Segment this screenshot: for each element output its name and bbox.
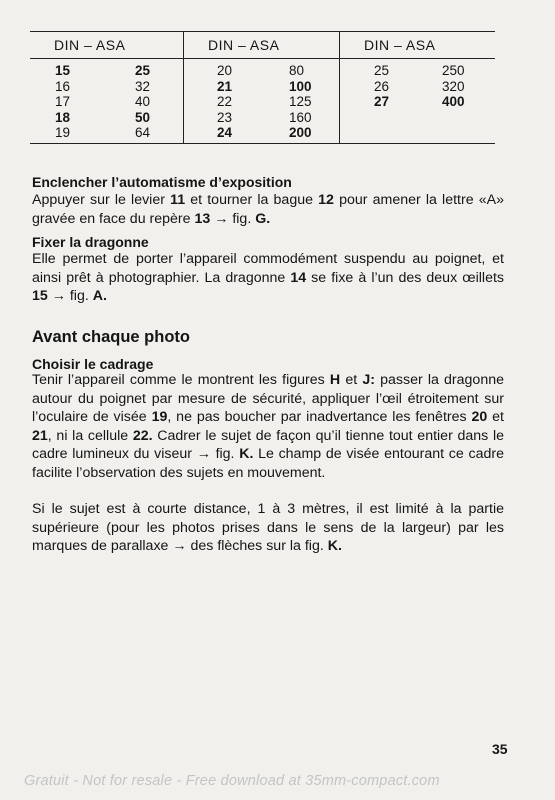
reference-number: 21	[32, 427, 48, 444]
din-value: 15	[55, 63, 71, 78]
text-run: Elle permet de porter l’appareil commodément suspendu au poignet, et ainsi prêt à photographier. La dragonne	[32, 251, 504, 286]
text-run: passer la dragonne autour du poignet par mesure de sécurité, appliquer l’œil étroitement sur l’oculaire de visée	[32, 372, 504, 426]
table-header: DIN – ASA	[30, 32, 183, 59]
text-run: et	[487, 409, 504, 426]
din-value: 19	[55, 125, 71, 141]
section-title-framing: Choisir le cadrage	[32, 356, 154, 372]
asa-value: 50	[135, 109, 151, 125]
asa-value: 200	[289, 125, 312, 141]
reference-number: 14	[290, 269, 307, 286]
reference-number: K.	[327, 538, 342, 555]
asa-value: 320	[442, 78, 465, 94]
table-row	[184, 110, 339, 126]
table-row	[184, 63, 339, 79]
asa-value: 32	[135, 78, 151, 94]
heading-before-each-photo: Avant chaque photo	[32, 328, 190, 346]
text-run: Le champ de visée entourant ce cadre facilite l’observation des sujets en mouvement.	[32, 446, 504, 481]
table-header: DIN – ASA	[184, 32, 339, 59]
reference-number: 19	[151, 409, 168, 426]
asa-value: 80	[289, 63, 305, 78]
asa-value: 400	[442, 94, 465, 110]
paragraph-framing	[32, 371, 504, 483]
text-run: Appuyer sur le levier	[32, 192, 171, 208]
din-value: 26	[374, 78, 390, 94]
text-run: et	[340, 372, 363, 388]
reference-number: 11	[170, 192, 186, 208]
reference-number: H	[329, 372, 341, 388]
reference-number: G.	[255, 210, 271, 227]
section-title-auto-exposure: Enclencher l’automatisme d’exposition	[32, 174, 292, 190]
table-row	[30, 94, 183, 110]
asa-value: 100	[289, 78, 312, 94]
asa-value: 125	[289, 94, 312, 110]
table-row	[30, 110, 183, 126]
text-run: se fixe à l’un des deux œillets	[306, 269, 504, 286]
asa-value: 160	[289, 109, 312, 125]
text-run: → fig.	[47, 288, 93, 305]
reference-number: A.	[92, 288, 107, 305]
din-value: 18	[55, 109, 71, 125]
paragraph-parallax	[32, 500, 504, 556]
din-value: 25	[374, 63, 390, 78]
table-row	[184, 125, 339, 141]
reference-number: 13	[194, 210, 211, 227]
din-value: 22	[217, 94, 233, 110]
paragraph-strap	[32, 250, 504, 306]
text-run: Cadrer le sujet de façon qu’il tienne tout entier dans le cadre lumineux du viseur → fig.	[32, 427, 505, 463]
reference-number: 20	[471, 409, 488, 426]
din-value: 24	[217, 125, 233, 141]
reference-number: K.	[239, 446, 254, 463]
din-value: 27	[374, 94, 390, 110]
text-run: → fig.	[210, 210, 256, 227]
paragraph-auto-exposure	[32, 191, 504, 228]
table-row	[340, 79, 495, 95]
reference-number: 22.	[132, 427, 153, 444]
text-run: , ne pas boucher par inadvertance les fenêtres	[167, 409, 472, 426]
page-number: 35	[492, 741, 508, 757]
table-header: DIN – ASA	[340, 32, 495, 59]
text-run: et tourner la bague	[185, 192, 319, 208]
table-group-2	[183, 32, 339, 143]
text-run: Tenir l’appareil comme le montrent les figures	[32, 372, 330, 388]
reference-number: 12	[318, 192, 334, 208]
din-value: 16	[55, 78, 71, 94]
table-row	[340, 94, 495, 110]
asa-value: 25	[135, 63, 151, 78]
asa-value: 40	[135, 94, 151, 110]
text-run: pour amener la lettre «A» gravée en face du repère	[32, 192, 504, 227]
din-value: 23	[217, 109, 233, 125]
table-row	[184, 94, 339, 110]
text-run: , ni la cellule	[47, 427, 133, 444]
watermark: Gratuit - Not for resale - Free download at 35mm-compact.com	[24, 773, 440, 789]
asa-value: 64	[135, 125, 151, 141]
din-value: 21	[217, 78, 233, 94]
asa-value: 250	[442, 63, 465, 78]
table-row	[340, 63, 495, 79]
section-title-strap: Fixer la dragonne	[32, 234, 149, 250]
reference-number: J:	[362, 372, 375, 388]
reference-number: 15	[32, 288, 48, 305]
din-value: 20	[217, 63, 233, 78]
text-run: Si le sujet est à courte distance, 1 à 3 mètres, il est limité à la partie supérieure (pour les photos prises dans le sens de la largeur) par les marques de parallaxe → des flèches sur la fig.	[32, 501, 504, 555]
table-row	[184, 79, 339, 95]
table-row	[30, 125, 183, 141]
din-value: 17	[55, 94, 71, 110]
table-group-3	[339, 32, 495, 143]
din-asa-table	[30, 31, 495, 144]
table-row	[30, 63, 183, 79]
table-group-1	[30, 32, 183, 143]
table-row	[30, 79, 183, 95]
